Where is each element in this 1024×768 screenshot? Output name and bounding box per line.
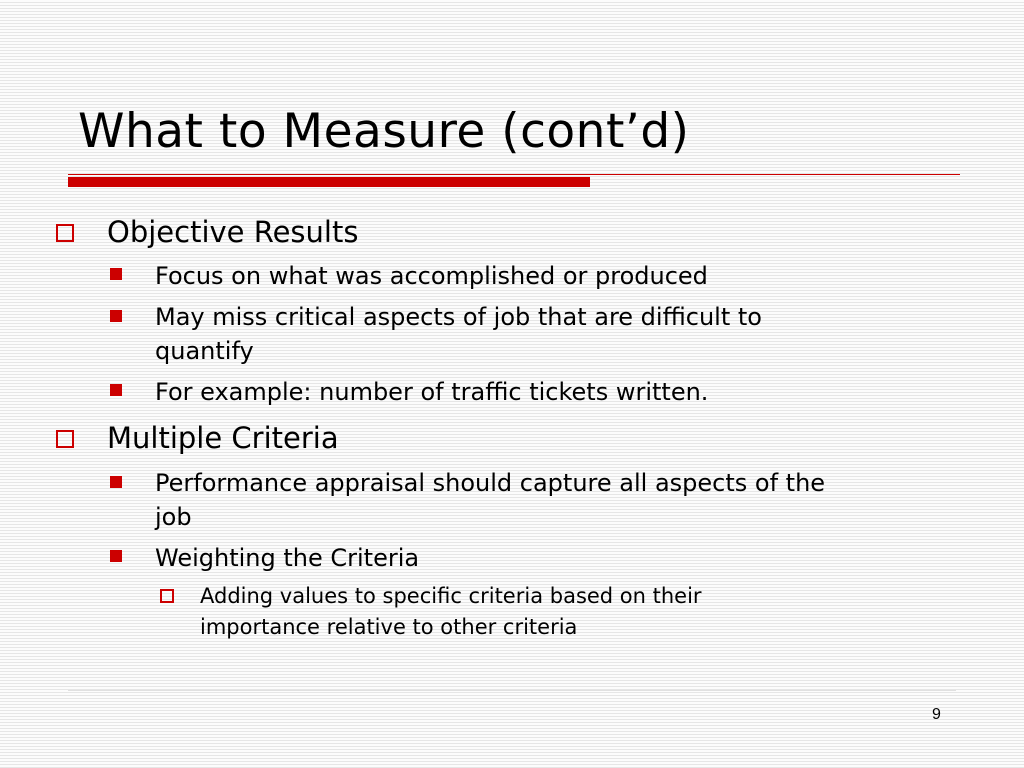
filled-square-icon bbox=[110, 310, 122, 322]
bullet-focus-on-what: Focus on what was accomplished or produced bbox=[155, 262, 708, 290]
filled-square-icon bbox=[110, 268, 122, 280]
page-number: 9 bbox=[932, 706, 941, 723]
title-underline-thin bbox=[68, 174, 960, 175]
bullet-may-miss-line1: May miss critical aspects of job that are difficult to bbox=[155, 303, 762, 331]
bullet-adding-values-line1: Adding values to specific criteria based on their bbox=[200, 584, 702, 608]
filled-square-icon bbox=[110, 384, 122, 396]
title-underline-thick bbox=[68, 177, 590, 187]
footer-divider bbox=[68, 690, 956, 691]
bullet-may-miss-line2: quantify bbox=[155, 337, 254, 365]
bullet-performance-line2: job bbox=[155, 503, 192, 531]
bullet-weighting: Weighting the Criteria bbox=[155, 544, 420, 572]
slide-title: What to Measure (cont’d) bbox=[78, 104, 690, 159]
hollow-square-icon bbox=[56, 430, 74, 448]
bullet-adding-values-line2: importance relative to other criteria bbox=[200, 615, 578, 639]
bullet-performance-line1: Performance appraisal should capture all aspects of the bbox=[155, 469, 826, 497]
bullet-for-example: For example: number of traffic tickets written. bbox=[155, 378, 709, 406]
filled-square-icon bbox=[110, 476, 122, 488]
hollow-square-icon bbox=[160, 589, 174, 603]
hollow-square-icon bbox=[56, 224, 74, 242]
bullet-multiple-criteria: Multiple Criteria bbox=[107, 421, 339, 455]
bullet-objective-results: Objective Results bbox=[107, 215, 359, 249]
filled-square-icon bbox=[110, 550, 122, 562]
